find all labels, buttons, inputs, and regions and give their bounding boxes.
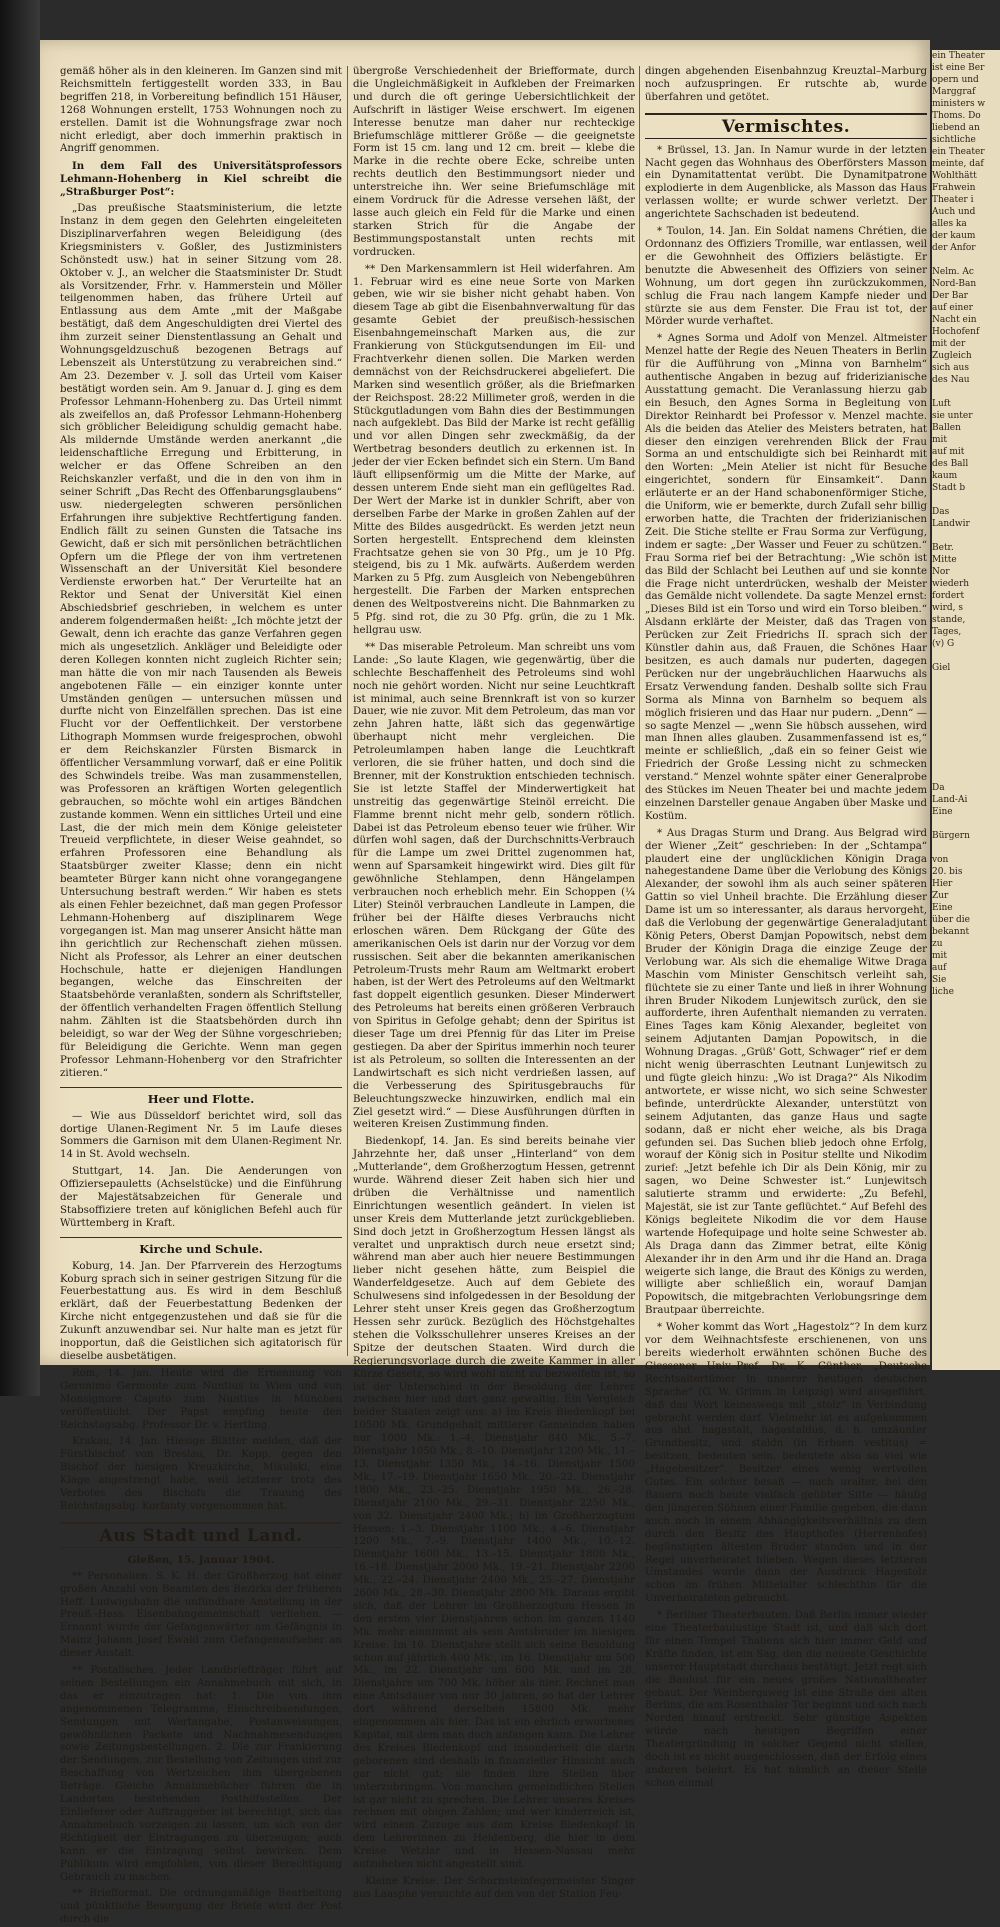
adjacent-page-line: wiederh <box>932 579 970 589</box>
adjacent-page-line: ist eine Ber <box>932 63 985 73</box>
adjacent-page-line: zu <box>932 939 943 949</box>
adjacent-page-line: bekannt <box>932 927 970 937</box>
adjacent-page-line: kaum <box>932 471 958 481</box>
column-divider-1 <box>347 66 348 1356</box>
adjacent-page-line: Zur <box>932 891 949 901</box>
adjacent-page-line: über die <box>932 915 971 925</box>
adjacent-page-line <box>932 746 1000 758</box>
adjacent-page-line <box>932 494 1000 506</box>
adjacent-page-line <box>932 650 1000 662</box>
adjacent-page-line: ein Theater <box>932 51 985 61</box>
adjacent-page-line <box>932 818 1000 830</box>
paragraph-marken: ** Den Markensammlern ist Heil widerfahren. Am 1. Februar wird es eine neue Sorte von Marken geben, wie wir sie bisher nicht gehabt haben. Von diesem Tage ab gibt die Eisenbahnverwaltung für das gesamte Gebiet der preußisch-hessischen Eisenbahngemeinschaft Marken aus, die zur Frankierung von Stückgutsendungen im Eil- und Frachtverkehr dienen sollen. Die Marken werden demnächst von der Reichsdruckerei abgeliefert. Die Marken sind wesentlich größer, als die Briefmarken der Reichspost. 28:22 Millimeter groß, werden in die Stückgutladungen vom Bahn dies der Bestimmungen nach aufgeklebt. Das Bild der Marke ist recht gefällig und vor allen Dingen sehr zweckmäßig, da der Wertbetrag besonders deutlich zu erkennen ist. In jeder der vier Ecken befindet sich ein Stern. Um Band läuft ellipsenförmig um die Mitte der Marke, auf dessen unterem Ende sieht man ein geflügeltes Rad. Der Wert der Marke ist in dunkler Schrift, aber von derselben Farbe der Marke in großen Zahlen auf der Mitte des Bildes ausgedrückt. Es werden jetzt neun Sorten hergestellt. Entsprechend dem kleinsten Frachtsatze gehen sie von 30 Pfg., um je 10 Pfg. steigend, bis zu 1 Mk. aufwärts. Außerdem werden Marken zu 5 Pfg. zum Ausgleich von Nebengebühren hergestellt. Die Farben der Marken entsprechen denen des Weltpostvereins nicht. Die Bahnmarken zu 5 Pfg. sind rot, die zu 30 Pfg. grün, die zu 1 Mk. hellgrau usw. <box>353 263 635 636</box>
adjacent-page-line: mit der <box>932 339 966 349</box>
paragraph-theaterbauten: * Berliner Theaterbauten. Daß Berlin immer wieder eine Theaterbaulustige Stadt ist, und daß sich dort für einen Tempel Thaliens sich hier immer Geld und Kräfte finden, ist ein Sag, den die neueste Geschichte unserer Hauptstadt durchaus bestätigt. Jetzt regt sich die Baulust für ein neues großes Nationaltheater gebaut. Der Weinbergsweg ist eine Straße des alten Berlins, die am Rosenthaler Tor beginnt und sich nach Norden hinauf erstreckt. Sehr günstige Aspekten würde nach heutigen Begriffen einer Theatergründung in solcher Gegend nicht stellen, doch ist es nicht ausgeschlossen, daß der Erfolg eines anderen belehrt. Es hat nämlich an dieser Stelle schon einmal <box>645 1610 927 1789</box>
adjacent-page-line: sichtliche <box>932 135 976 145</box>
adjacent-page-line: Nor <box>932 567 950 577</box>
adjacent-page-line <box>932 734 1000 746</box>
adjacent-page-line: liche <box>932 987 954 997</box>
adjacent-page-line <box>932 686 1000 698</box>
paragraph-housing: gemäß höher als in den kleineren. Im Ganzen sind mit Reichsmitteln fertiggestellt worden 333, in Bau begriffen 218, in Vorbereitung befindlich 151 Häuser, 1268 Wohnungen erstellt, 1753 Wohnungen noch zu erstellen. Damit ist die Wohnungsfrage zwar noch nicht erledigt, aber doch immerhin praktisch in Angriff genommen. <box>60 66 342 155</box>
adjacent-page-line: Land-Ai <box>932 795 968 805</box>
adjacent-page-line: meinte, daf <box>932 159 984 169</box>
adjacent-page-line: liebend an <box>932 123 980 133</box>
adjacent-page-line: Eine <box>932 807 953 817</box>
paragraph-bruessel: * Brüssel, 13. Jan. In Namur wurde in der letzten Nacht gegen das Wohnhaus des Oberförsters Masson ein Dynamitattentat verübt. Die Dynamitpatrone explodierte in dem Augenblicke, als Masson das Haus verlassen wollte; er wurde schwer verletzt. Der angerichtete Sachschaden ist bedeutend. <box>645 144 927 221</box>
adjacent-page-line: Stadt b <box>932 483 966 493</box>
column-3 <box>645 66 927 1789</box>
paragraph-kleine: Kleine Kreise. Der Schornsteinfegermeister Singer aus Laasphe versuchte auf den von der Station Feu- <box>353 1875 635 1900</box>
adjacent-page-line: auf <box>932 963 947 973</box>
adjacent-page-line: Auch und <box>932 207 976 217</box>
adjacent-page-line: Zugleich <box>932 351 972 361</box>
adjacent-page-line <box>932 758 1000 770</box>
adjacent-page-line <box>932 722 1000 734</box>
adjacent-page-line: Thoms. Do <box>932 111 981 121</box>
adjacent-page-line: mit <box>932 435 948 445</box>
paragraph-hagestolz: * Woher kommt das Wort „Hagestolz“? In dem kurz vor dem Weihnachtsfeste erschienenen, von uns bereits wiederholt erwähnten schönen Buche des Giessener Univ.-Prof. Dr. K. Günther, „Deutsche Rechtsaltertümer in unserer heutigen deutschen Sprache“ (G. W. Grimm in Leipzig) wird ausgeführt, daß das Wort keineswegs mit „stolz“ in Verbindung gebracht werden darf. Vielmehr ist es aufgekommen aus ahd. hagastalt, hagastaldus, d. h. umzäunter Grundbesitz, und staldn (in Erbsen vestitus) = besitzen, bedeuten sein, bedeutete also so viel wie „Hagebesitzer“. Besitzer eines wenig wertvollen Gutes. Ein solcher besaß — nach uralter, bei den Bauern noch heute vielfach geübter Sitte — häufig den jüngeren Söhnen einer Familie gegeben, die dann auch noch in einem Abhängigkeitsverhältnis zu dem durch den Besitz des Haupthofes (Herrenhofes) begünstigten ältesten Bruder standen und in der Regel unverheiratet blieben. Wegen dieses letzteren Umstandes wurde dann der Ausdruck Hagestolz schon im frühen Mittelalter schlechthin für die Unverheirateten gebraucht. <box>645 1322 927 1605</box>
adjacent-page-line: von <box>932 855 949 865</box>
adjacent-page-line <box>932 710 1000 722</box>
paragraph-biedenkopf: Biedenkopf, 14. Jan. Es sind bereits beinahe vier Jahrzehnte her, daß unser „Hinterland“ von dem „Mutterlande“, dem Großherzogtum Hessen, getrennt wurde. Während dieser Zeit haben sich hier und drüben die Verhältnisse und namentlich Einrichtungen wesentlich geändert. In vielen ist unser Kreis dem Mutterlande jetzt zurückgeblieben. Sind doch jetzt in Großherzogtum Hessen längst als veraltet und unpraktisch durch neue ersetzt sind; während man aber auch hier neuere Bestimmungen lieber nicht gesehen hätte, zum Beispiel die Wanderfeldgesetze. Auch auf dem Gebiete des Schulwesens sind infolgedessen in der Besoldung der Lehrer steht unser Kreis gegen das Großherzogtum Hessen sehr zurück. Bezüglich des Höchstgehaltes stehen die Volksschullehrer unseres Kreises an der Spitze der deutschen Staaten. Wird durch die Regierungsvorlage durch die zweite Kammer in aller Kürze Gesetz, so wird wohl nicht zu bezweifeln ist, so ist der Unterschied in der Besoldung der Lehrer zwischen hier und dort ganz gewaltig. Ein Vergleich beider Staaten zeigt uns: a) Im Kreis Biedenkopf bei 10500 Mk. Grundgehalt mittlerer Gemeinden haben nur 1000 Mk.: 1.–4. Dienstjahr 840 Mk., 5.–7. Dienstjahr 1050 Mk., 8.–10. Dienstjahr 1200 Mk., 11.–13. Dienstjahr 1350 Mk., 14.–16. Dienstjahr 1500 Mk., 17.–19. Dienstjahr 1650 Mk., 20.–22. Dienstjahr 1800 Mk., 23.–25. Dienstjahr 1950 Mk., 26.–28. Dienstjahr 2100 Mk., 29.–31. Dienstjahr 2250 Mk., von 32. Dienstjahr 2400 Mk.; b) im Großherzogtum Hessen: 1.–3. Dienstjahr 1100 Mk., 4.–6. Dienstjahr 1200 Mk., 7.–9. Dienstjahr 1400 Mk., 10.–12. Dienstjahr 1600 Mk., 13.–15. Dienstjahr 1800 Mk., 16.–18. Dienstjahr 2000 Mk., 19.–21. Dienstjahr 2200 Mk., 22.–24. Dienstjahr 2400 Mk., 25.–27. Dienstjahr 2600 Mk., 28.–30. Dienstjahr 2800 Mk. Daraus ergibt sich, daß der Lehrer im Großherzogtum Hessen in den ersten vier Dienstjahren schon im ganzen 1140 Mk. mehr einnimmt als sein Amtsbruder im hiesigen Kreise. Im 10. Dienstjahre stellt sich seine Besoldung schon auf jährlich 400 Mk., im 16. Dienstjahr um 500 Mk., im 22. Dienstjahr um 600 Mk. und im 28. Dienstjahre um 700 Mk. höher als hier. Rechnet man eine Amtsdauer von nur 30 Jahren, so hat der Lehrer dort während derselben 15800 Mk. mehr eingenommen als hier. Das ist ein ehrlich erworbenes Kapital, mit dem man doch anfangen kann. Die Lehrer des Kreises Biedenkopf und insonderheit die darin geborenen sind deshalb in finanzieller Hinsicht auch gar nicht gut; sie finden ihre Stellen über unterzubringen. Von manchen gemeindlichen Stellen ist gar nicht zu sprechen. Die Lehrer unseres Kreises rechnen mit obigen Zahlen; und wer kinderreich ist, wird einem Zuzuge aus dem Kreise Biedenkopf in dem Lehrerinnen zu Heidenberg, die hier in dem Kreise Wetzlar und in Hessen-Nassau mehr aufzuheben nicht angestellt sind. <box>353 1136 635 1871</box>
paragraph-heer-2: Stuttgart, 14. Jan. Die Aenderungen von Offiziersepauletts (Achselstücke) und die Einführung der Majestätsabzeichen für Generale und Stabsoffiziere treten auf königlichen Befehl auch für Württemberg in Kraft. <box>60 1166 342 1229</box>
adjacent-page-line: 20. bis <box>932 867 963 877</box>
column-1 <box>60 66 342 1926</box>
newspaper-page <box>40 40 930 1926</box>
adjacent-page-line: sich aus <box>932 363 969 373</box>
adjacent-page-line: der Anfor <box>932 243 976 253</box>
adjacent-page-line: Betr. <box>932 543 954 553</box>
adjacent-page-line <box>932 770 1000 782</box>
adjacent-page-line <box>932 674 1000 686</box>
adjacent-page-line: auf mit <box>932 447 965 457</box>
paragraph-stadt-1: ** Personalien. S. K. H. der Großherzog hat einer großen Anzahl von Beamten des Bezirks der früheren Heff. Ludwigsbahn die unfündbare Anstellung in der Preuß.-Hess. Eisenbahngemeinschaft verliehen. — Ernannt wurde der Gefangenwärter am Gefängnis in Mainz Johann Josef Ewald zum Gefangenaufseher an dieser Anstalt. <box>60 1570 342 1660</box>
adjacent-page-line: Hier <box>932 879 953 889</box>
adjacent-page-line: ministers w <box>932 99 986 109</box>
adjacent-page-line: Giel <box>932 663 951 673</box>
adjacent-page-line: Eine <box>932 903 953 913</box>
paragraph-stadt-2: ** Postalisches. Jeder Landbriefträger führt auf seinen Bestellungen ein Annahmebuch mit sich, in das er einzutragen hat: 1. Die von ihm angenommenen Telegramme, Einschreibsendungen, Sendungen mit Wertangabe, Postanweisungen, gewöhnlichen Packete und Nachnahmesendungen sowie Zeitungsbestellungen. 2. Die zur Frankierung der Sendungen, zur Bestellung von Zeitungen und zur Beschaffung von Wertzeichen ihm übergebenen Beträge. Gleiche Annahmebücher führen die in Landorten bestehenden Posthilfsstellen. Der Einlieferer oder Auftraggeber ist berechtigt, sich das Annahmebuch vorzeigen zu lassen, um sich von der Richtigkeit der Eintragungen zu überzeugen; auch kann er die Eintragung selbst bewirken. Dem Publikum wird empfohlen, von dieser Berechtigung Gebrauch zu machen. <box>60 1665 342 1883</box>
paragraph-kirche-1: Koburg, 14. Jan. Der Pfarrverein des Herzogtums Koburg sprach sich in seiner gestrigen Sitzung für die Feuerbestattung aus. Es wird in dem Beschluß erklärt, daß der Feuerbestattung Bedenken der Kirche nicht entgegenzustehen und daß sie für die Zukunft anzuwendbar sei. Nur halte man es jetzt für inopportun, daß die Geistlichen sich agitatorisch für dieselbe ausbetätigen. <box>60 1260 342 1362</box>
paragraph-eisenbahnzug: dingen abgehenden Eisenbahnzug Kreuztal–Marburg noch aufzuspringen. Er rutschte ab, wurde überfahren und getötet. <box>645 66 927 103</box>
adjacent-page-line <box>932 386 1000 398</box>
paragraph-toulon: * Toulon, 14. Jan. Ein Soldat namens Chrétien, die Ordonnanz des Offiziers Tromille, war entlassen, weil er die Gewohnheit des Offiziers belästigte. Er benutzte die Abwesenheit des Offiziers von seiner Wohnung, um dort gegen ihn zurückzukommen, schlug die Frau nach langem Kampfe nieder und stürzte sie aus dem Fenster. Die Frau ist tot, der Mörder wurde verhaftet. <box>645 226 927 328</box>
section-heading-kirche: Kirche und Schule. <box>60 1237 342 1256</box>
dateline: Gießen, 15. Januar 1904. <box>127 1553 275 1566</box>
adjacent-page-line: Frahwein <box>932 183 976 193</box>
adjacent-page-line: sie unter <box>932 411 973 421</box>
paragraph-sorma-menzel: * Agnes Sorma und Adolf von Menzel. Altmeister Menzel hatte der Regie des Neuen Theaters in Berlin für die Aufführung von „Minna von Barnhelm“ authentische Angaben in bezug auf friderizianische Ausstattung gemacht. Die Veranlassung hierzu gab ein Besuch, den Agnes Sorma in Begleitung von Direktor Reinhardt bei Professor v. Menzel machte. Als die beiden das Atelier des Meisters betraten, hat dieser den einzigen verehrenden Blick der Frau Sorma an und entschuldigte sich bei Reinhardt mit den Worten: „Mein Atelier ist nicht für Besuche eingerichtet, sondern für Einsamkeit“. Dann erläuterte er an der Hand schabonenförmiger Stiche, die Uniform, wie er bemerkte, durch Zufall sehr billig erworben hatte, die Trachten der friderizianischen Zeit. Die Stiche stellte er Frau Sorma zur Verfügung, indem er sagte: „Der Wasser und Feuer zu schützen.“ Frau Sorma rief bei der Betrachtung: „Wie schön ist das Bild der Schlacht bei Leuthen auf und sie konnte die Frage nicht unterdrücken, weshalb der Meister das Gemälde nicht vollendete. Da sagte Menzel ernst: „Dieses Bild ist ein Torso und wird ein Torso bleiben.“ Alsdann erklärte der Meister, daß das Tragen von Perücken zur Zeit Friedrichs II. sprach sich der Künstler dahin aus, daß Frauen, die Schönes Haar besitzen, es auch damals nur puderten, dagegen Perücken nur der ungebräuchlichen Haarwuchs als Ersatz Verwendung fanden. Deshalb sollte sich Frau Sorma als Minna von Barnhelm so bequem als möglich frisieren und das Haar nur pudern. „Denn“ — so sagte Menzel — „wenn Sie hübsch aussehen, wird man Ihnen alles glauben. Zusammenfassend ist es,“ meinte er schließlich, „daß ein so feiner Geist wie Friedrich der Große Lessing nicht zu schmecken verstand.“ Menzel wohnte später einer Generalprobe des Stückes im Neuen Theater bei und machte jedem einzelnen Darsteller genaue Angaben über Maske und Kostüm. <box>645 333 927 822</box>
adjacent-page-line: Nacht ein <box>932 315 977 325</box>
paragraph-kirche-3: Krakau, 14. Jan. Hiesige Blätter melden, daß der Fürstbischof von Breslau, Dr. Kopp, gegen den Bischof der hiesigen Kreuzkirche, Mikulski, eine Klage angestrengt habe, weil letzterer trotz des Verbotes des Bischofs die Trauung des Reichstagsabg. Korfanty vorgenommen hat. <box>60 1436 342 1512</box>
adjacent-page-line <box>932 698 1000 710</box>
adjacent-page-line: der kaum <box>932 231 976 241</box>
paragraph-lehmann-body: „Das preußische Staatsministerium, die letzte Instanz in dem gegen den Gelehrten eingeleiteten Disziplinarverfahren wegen Beleidigung (des Kriegsministers v. Goßler, des Justizministers Schönstedt usw.) hat in seiner Sitzung vom 28. Oktober v. J., an welcher die Staatsminister Dr. Studt als Vorsitzender, Frhr. v. Hammerstein und Möller teilgenommen haben, das frühere Urteil auf Entlassung aus dem Amte „mit der Maßgabe bestätigt, daß dem Angeschuldigten drei Viertel des ihm zurzeit seiner Dienstentlassung an Gehalt und Wohnungsgeldzuschuß bezogenen Betrags auf Lebenszeit als Unterstützung zu verabreichen sind.“ Am 23. Dezember v. J. soll das Urteil vom Kaiser bestätigt worden sein. Am 9. Januar d. J. ging es dem Professor Lehmann-Hohenberg zu. Das Urteil nimmt als zweifellos an, daß Professor Lehmann-Hohenberg sich gröblicher Beleidigung schuldig gemacht habe. Als mildernde Umstände werden anerkannt „die leidenschaftliche Erregung und Erbitterung, in welcher er das Offene Schreiben an den Reichskanzler verfaßt, und die in den von ihm in seiner Schrift „Das Recht des Offenbarungsglaubens“ usw. niedergelegten schweren persönlichen Erfahrungen ihre subjektive Rechtfertigung fanden. Endlich fällt zu seinen Gunsten die Tatsache ins Gewicht, daß er sich mit persönlichen beträchtlichen Opfern um die Pflege der von ihm vertretenen Wissenschaft an der Universität Kiel besondere Verdienste erworben hat.“ Der Verurteilte hat an Rektor und Senat der Universität Kiel einen Abschiedsbrief geschrieben, in welchem es unter anderem folgendermaßen heißt: „Ich möchte jetzt der Gewalt, denn ich erachte das ganze Verfahren gegen mich als ungesetzlich. Ankläger und Beleidigte oder deren Kollegen konnten nicht zugleich Richter sein; man hätte die von mir nach Tausenden als Beweis angebotenen Fälle — ein einziger konnte unter Umständen genügen — untersuchen müssen und durfte nicht von Einzelfällen sprechen. Das ist eine Flucht vor der Oeffentlichkeit. Der verstorbene Lithograph Mommsen wurde freigesprochen, obwohl er dem Reichskanzler Fürsten Bismarck in öffentlicher Versammlung vorwarf, daß er eine Politik des Schwindels treibe. Was man zusammenstellen, was Professoren an kräftigen Worten gelegentlich gebrauchen, so möchte wohl ein artiges Bändchen zustande kommen. Wenn ein sittliches Urteil und eine Last, die der mich mein dem Könige geleisteter Treueid verpflichtete, in dieser Weise geahndet, so erfahren Professoren eine Behandlung als Staatsbürger zweiter Klasse; denn ein nicht beamteter Bürger kann nicht ohne vorangegangene Untersuchung bestraft werden.“ Wir haben es stets als einen Fehler bezeichnet, daß man gegen Professor Lehmann-Hohenberg auf disziplinarem Wege vorgegangen ist. Man mag unserer Ansicht hätte man ihn gerichtlich zur Rechenschaft ziehen müssen. Nicht als Professor, als Lehrer an einer deutschen Hochschule, hatte er diejenigen Handlungen begangen, welche das Einschreiten der Staatsbehörde veranlaßten, sondern als Schriftsteller, der öffentlich verhandelten Fragen öffentlich Stellung nahm. Zählten ist die Staatsbehörden durch ihn beleidigt, so war der Weg der Sühne vorgeschrieben; für Beleidigung die Gerichte. Wenn man gegen Professor Lehmann-Hohenberg vor den Strafrichter zitieren.“ <box>60 203 342 1079</box>
adjacent-page-line: Sie <box>932 975 947 985</box>
adjacent-page-line <box>932 530 1000 542</box>
adjacent-page-line: Der Bar <box>932 291 968 301</box>
adjacent-page-line: opern und <box>932 75 979 85</box>
adjacent-page-line: des Nau <box>932 375 970 385</box>
adjacent-page-line: des Ball <box>932 459 969 469</box>
adjacent-page-line: Bürgern <box>932 831 970 841</box>
adjacent-page-line: (v) G <box>932 639 955 649</box>
paragraph-briefformat: übergroße Verschiedenheit der Briefformate, durch die Ungleichmäßigkeit in Aufkleben der Freimarken und durch die oft geringe Uebersichtlichkeit der Aufschrift in lästiger Weise erschwert. Im eigenen Interesse benutze man daher nur rechteckige Briefumschläge mittlerer Größe — die geeignetste Form ist 15 cm. lang und 12 cm. breit — klebe die Marke in die rechte obere Ecke, schreibe unten rechts deutlich den Bestimmungsort nieder und unterstreiche ihn. Wer seine Briefumschläge mit einem Vordruck für die Adresse versehen läßt, der lasse auch gleich ein Feld für die Marke und einen starken Strich für die Angabe der Bestimmungspostanstalt unten rechts mit vordrucken. <box>353 66 635 258</box>
adjacent-page-line: Nelm. Ac <box>932 267 974 277</box>
adjacent-page-line: alles ka <box>932 219 967 229</box>
adjacent-page-line: Marggraf <box>932 87 976 97</box>
adjacent-page-line: Wohlthätt <box>932 171 977 181</box>
adjacent-page-line <box>932 254 1000 266</box>
adjacent-page-line: auf einer <box>932 303 973 313</box>
section-heading-stadt: Aus Stadt und Land. <box>60 1522 342 1548</box>
adjacent-page-line: Landwir <box>932 519 970 529</box>
paragraph-draga: * Aus Dragas Sturm und Drang. Aus Belgrad wird der Wiener „Zeit“ geschrieben: In der „Schtampa“ plaudert eine der unglücklichen Königin Draga nahegestandene Dame über die Verlobung des Königs Alexander, der sowohl ihm als auch seiner späteren Gattin so viel Unheil brachte. Die Erzählung dieser Dame ist um so interessanter, als daraus hervorgeht, daß die Verlobung der gegenwärtige Generaladjutant König Peters, Oberst Damjan Popowitsch, nebst dem Bruder der Königin Draga die einzige Zeuge der Verlobung war. Als sich die ehemalige Witwe Draga Maschin vom Minister Genschitsch verleiht sah, flüchtete sie zu einer Tante und ließ in ihrer Wohnung ihren Bruder Nikodem Lunjewitsch zurück, den sie aufforderte, ihren Aufenthalt niemanden zu verraten. Eines Tages kam König Alexander, begleitet von seinem Adjutanten Damjan Popowitsch, in die Wohnung Dragas. „Grüß' Gott, Schwager“ rief er dem nicht wenig überraschten Leutnant Lunjewitsch zu und fügte gleich hinzu: „Wo ist Draga?“ Als Nikodim antwortete, er wisse nicht, wo sich seine Schwester befinde, unterdrückte Alexander, unterstützt von seinem Adjutanten, das ganze Haus und sagte sodann, daß er nicht eher weiche, als bis Draga gefunden sei. Das Suchen blieb jedoch ohne Erfolg, worauf der König sich in Positur stellte und Nikodim zurief: „Jetzt befehle ich Dir als Dein König, mir zu sagen, wo Deine Schwester ist.“ Lunjewitsch salutierte stramm und erwiderte: „Zu Befehl, Majestät, sie ist zur Tante geflüchtet.“ Auf Befehl des Königs begleitete Nikodim die vor dem Hause wartende Hofequipage und holte seine Schwester ab. Als Draga dann das Zimmer betrat, eilte König Alexander ihr in den Arm und ihr die Hand an. Draga weigerte sich lange, die Braut des Königs zu werden, willigte aber schließlich ein, worauf Damjan Popowitsch, die mitgebrachten Verlobungsringe dem Brautpaar überreichte. <box>645 827 927 1317</box>
section-heading-heer: Heer und Flotte. <box>60 1087 342 1106</box>
adjacent-page-line: stande, <box>932 615 966 625</box>
adjacent-page-line: Tages, <box>932 627 962 637</box>
adjacent-page-line <box>932 842 1000 854</box>
adjacent-page-line: fordert <box>932 591 965 601</box>
adjacent-page-line: mit <box>932 951 948 961</box>
adjacent-page-line: wird, s <box>932 603 963 613</box>
adjacent-page-line: Das <box>932 507 950 517</box>
adjacent-page-line: Mitte <box>932 555 957 565</box>
adjacent-page-line: Nord-Ban <box>932 279 977 289</box>
column-divider-2 <box>639 66 640 1356</box>
paragraph-heer-1: — Wie aus Düsseldorf berichtet wird, soll das dortige Ulanen-Regiment Nr. 5 im Laufe dieses Sommers die Garnison mit dem Ulanen-Regiment Nr. 14 in St. Avold wechseln. <box>60 1110 342 1161</box>
paragraph-kirche-2: Rom, 14. Jan. Heute wird die Ernennung von Geronimo Germonte zum Nuntius in Wien und von Monsignore Caputo zum Nuntius in München veröffentlicht. Der Papst empfing heute den Reichstagsabg. Professor Dr. v. Hertling. <box>60 1367 342 1431</box>
adjacent-page-line: ein Theater <box>932 147 985 157</box>
adjacent-page-strip <box>932 50 1000 1370</box>
book-spine <box>0 0 40 1396</box>
adjacent-page-line: Luft <box>932 399 951 409</box>
column-2 <box>353 66 635 1900</box>
adjacent-page-line: Da <box>932 783 945 793</box>
paragraph-stadt-3: ** Briefformat. Die ordnungsmäßige Bearbeitung und pünktliche Besorgung der Briefe wird der Post durch die <box>60 1888 342 1926</box>
section-heading-vermischtes: Vermischtes. <box>645 113 927 139</box>
adjacent-page-line: Theater i <box>932 195 974 205</box>
adjacent-page-line: Hochofenf <box>932 327 980 337</box>
paragraph-petroleum: ** Das miserable Petroleum. Man schreibt uns vom Lande: „So laute Klagen, wie gegenwärtig, über die schlechte Beschaffenheit des Petroleums sind wohl noch nie gehört worden. Nicht nur seine Leuchtkraft ist minimal, auch seine Brennkraft ist von so kurzer Dauer, wie nie zuvor. Mit dem Petroleum, das man vor zehn Jahren hatte, läßt sich das gegenwärtige überhaupt nicht mehr vergleichen. Die Petroleumlampen haben lange die Leuchtkraft verloren, die sie früher hatten, und doch sind die Brenner, mit der Konstruktion entschieden technisch. Sie ist letzte Staffel der Minderwertigkeit hat unstreitig das gegenwärtige Steinöl erreicht. Die Flamme brennt nicht mehr gelb, sondern rötlich. Dabei ist das Petroleum ebenso teuer wie früher. Wir dürfen wohl sagen, daß der Durchschnitts-Verbrauch für die Lampe um zwei Drittel zugenommen hat, wenn auf Sparsamkeit hingewirkt wird. Dies gilt für gewöhnliche Stehlampen, denn Hängelampen verbrauchen noch erheblich mehr. Ein Schoppen (¼ Liter) Steinöl verbrauchen Landleute in Lampen, die früher bei der Hälfte dieses Verbrauchs nicht erloschen wären. Dem Rückgang der Güte des amerikanischen Oels ist darin nur der Vorzug vor dem russischen. Seit aber die bekannten amerikanischen Petroleum-Trusts mehr Raum am Weltmarkt erobert haben, ist der Wert des Petroleums auf den Weltmarkt fast doppelt eigentlich gesunken. Dieser Minderwert des Petroleums hat bereits einen größeren Verbrauch von Spiritus in Gefolge gehabt; denn der Spiritus ist dieser Tage um drei Pfennig für das Liter im Preise gestiegen. Da aber der Spiritus immerhin noch teurer ist als Petroleum, so sollten die Interessenten an der Landwirtschaft es sich nicht verdrießen lassen, auf die Verbesserung des Spiritusgebrauchs für Beleuchtungszwecke hinzuwirken, endlich mal ein Ziel gesetzt wird.“ — Diese Ausführungen dürften in weiteren Kreisen Zustimmung finden. <box>353 641 635 1131</box>
paragraph-lehmann-intro: In dem Fall des Universitätsprofessors Lehmann-Hohenberg in Kiel schreibt die „Straßburger Post“: <box>60 160 342 199</box>
adjacent-page-line: Ballen <box>932 423 961 433</box>
